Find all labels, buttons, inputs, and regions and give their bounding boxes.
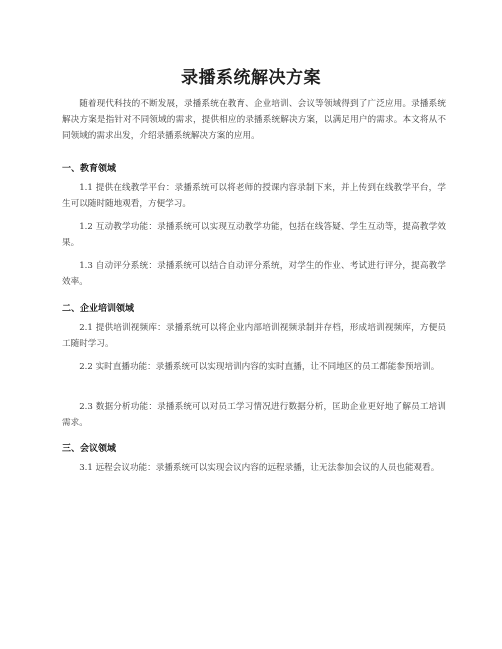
document-title: 录播系统解决方案	[181, 68, 321, 88]
list-item: 2.3 数据分析功能：录播系统可以对员工学习情况进行数据分析，匡助企业更好地了解员工培训需求。	[62, 402, 446, 429]
list-item: 1.3 自动评分系统：录播系统可以结合自动评分系统，对学生的作业、考试进行评分，提高教学效率。	[62, 261, 446, 288]
section-heading-meeting: 三、会议领域	[62, 444, 117, 454]
list-item: 1.1 提供在线教学平台：录播系统可以将老师的授课内容录制下来，并上传到在线教学平台，学生可以随时随地观看，方便学习。	[62, 183, 446, 210]
list-item: 2.2 实时直播功能：录播系统可以实现培训内容的实时直播，让不同地区的员工都能参预培训。	[79, 362, 440, 372]
list-item: 1.2 互动教学功能：录播系统可以实现互动教学功能，包括在线答疑、学生互动等，提高教学效果。	[62, 222, 446, 249]
section-heading-education: 一、教育领域	[62, 164, 117, 174]
intro-paragraph: 随着现代科技的不断发展，录播系统在教育、企业培训、会议等领域得到了广泛应用。录播系统解决方案是指针对不同领域的需求，提供相应的录播系统解决方案，以满足用户的需求。本文将从不同领域的需求出发，介绍录播系统解决方案的应用。	[62, 99, 446, 142]
list-item: 2.1 提供培训视频库：录播系统可以将企业内部培训视频录制并存档，形成培训视频库，方便员工随时学习。	[62, 323, 446, 350]
list-item: 3.1 远程会议功能：录播系统可以实现会议内容的远程录播，让无法参加会议的人员也能观看。	[79, 463, 440, 473]
section-heading-enterprise-training: 二、企业培训领域	[62, 304, 135, 314]
